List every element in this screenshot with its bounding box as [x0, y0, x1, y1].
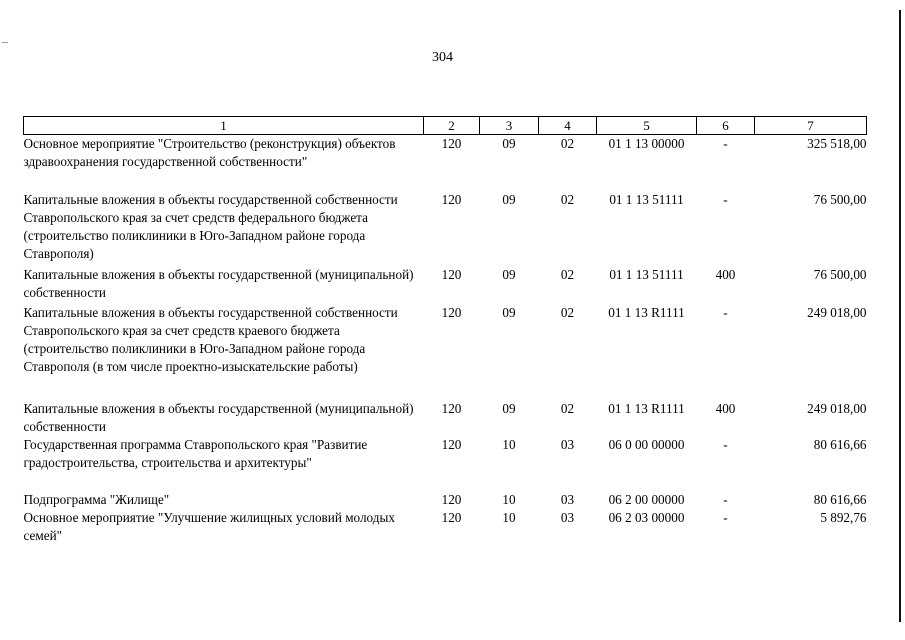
row-subsection: 02	[560, 191, 575, 207]
table-row	[24, 509, 867, 545]
row-ministry: 120	[441, 191, 462, 207]
row-section: 09	[502, 191, 516, 207]
row-ministry: 120	[441, 136, 462, 151]
row-subsection: 02	[560, 304, 575, 320]
table-row	[24, 491, 867, 509]
row-name: Капитальные вложения в объекты государственной (муниципальной) собственности	[23, 400, 414, 434]
row-name: Подпрограмма "Жилище"	[23, 491, 170, 507]
row-section: 09	[502, 304, 516, 320]
row-subsection: 02	[560, 400, 575, 416]
row-expense-type: 400	[715, 400, 736, 416]
row-section: 10	[502, 491, 516, 507]
table-row	[24, 304, 867, 400]
row-target-article: 01 1 13 51111	[609, 191, 684, 207]
table-row	[24, 135, 867, 191]
row-subsection: 02	[560, 266, 575, 282]
row-amount: 5 892,76	[820, 509, 867, 525]
row-name: Государственная программа Ставропольского края "Развитие градостроительства, строительства и архитектуры"	[23, 436, 368, 470]
row-amount: 325 518,00	[807, 136, 867, 151]
scan-mark	[2, 42, 8, 43]
row-amount: 76 500,00	[813, 191, 867, 207]
table-row	[24, 436, 867, 491]
row-target-article: 06 2 03 00000	[608, 509, 685, 525]
row-name: Капитальные вложения в объекты государственной (муниципальной) собственности	[23, 266, 414, 300]
row-name: Основное мероприятие "Строительство (реконструкция) объектов здравоохранения государственной собственности"	[23, 136, 396, 169]
column-header: 2	[424, 117, 480, 135]
column-header: 5	[597, 117, 697, 135]
row-target-article: 06 2 00 00000	[608, 491, 685, 507]
row-target-article: 01 1 13 R1111	[608, 400, 685, 416]
table-header-row	[24, 117, 867, 135]
table-row	[24, 400, 867, 436]
row-ministry: 120	[441, 304, 462, 320]
row-name: Капитальные вложения в объекты государственной собственности Ставропольского края за счет средств федерального бюджета (строительство поликлиники в Юго-Западном районе города Ставрополя)	[23, 191, 398, 261]
column-header: 7	[755, 117, 867, 135]
row-amount: 249 018,00	[807, 304, 867, 320]
row-ministry: 120	[441, 400, 462, 416]
column-header: 6	[697, 117, 755, 135]
row-ministry: 120	[441, 491, 462, 507]
scan-edge-line	[899, 10, 901, 622]
row-subsection: 02	[560, 136, 575, 151]
column-header: 3	[480, 117, 539, 135]
row-expense-type: -	[723, 136, 728, 151]
row-target-article: 01 1 13 R1111	[608, 304, 685, 320]
row-subsection: 03	[560, 491, 575, 507]
row-section: 10	[502, 509, 516, 525]
row-ministry: 120	[441, 266, 462, 282]
row-target-article: 01 1 13 00000	[608, 136, 685, 151]
column-header: 1	[24, 117, 424, 135]
table-row	[24, 191, 867, 266]
table-row	[24, 266, 867, 304]
row-expense-type: -	[723, 191, 728, 207]
budget-table	[23, 116, 867, 545]
row-expense-type: 400	[715, 266, 736, 282]
row-section: 09	[502, 400, 516, 416]
row-subsection: 03	[560, 509, 575, 525]
row-section: 10	[502, 436, 516, 452]
row-expense-type: -	[723, 436, 728, 452]
row-target-article: 01 1 13 51111	[609, 266, 684, 282]
row-name: Капитальные вложения в объекты государственной собственности Ставропольского края за счет средств краевого бюджета (строительство поликлиники в Юго-Западном районе города Ставрополя (в том числе проектно-изыскательские работы)	[23, 304, 398, 374]
row-amount: 80 616,66	[813, 436, 867, 452]
row-subsection: 03	[560, 436, 575, 452]
row-expense-type: -	[723, 491, 728, 507]
row-amount: 249 018,00	[807, 400, 867, 416]
row-expense-type: -	[723, 304, 728, 320]
row-amount: 76 500,00	[813, 266, 867, 282]
row-section: 09	[502, 136, 516, 151]
row-ministry: 120	[441, 436, 462, 452]
column-header: 4	[539, 117, 597, 135]
row-amount: 80 616,66	[813, 491, 867, 507]
row-section: 09	[502, 266, 516, 282]
row-target-article: 06 0 00 00000	[608, 436, 685, 452]
row-ministry: 120	[441, 509, 462, 525]
row-expense-type: -	[723, 509, 728, 525]
row-name: Основное мероприятие "Улучшение жилищных условий молодых семей"	[23, 509, 395, 543]
page-number: 304	[432, 50, 453, 65]
